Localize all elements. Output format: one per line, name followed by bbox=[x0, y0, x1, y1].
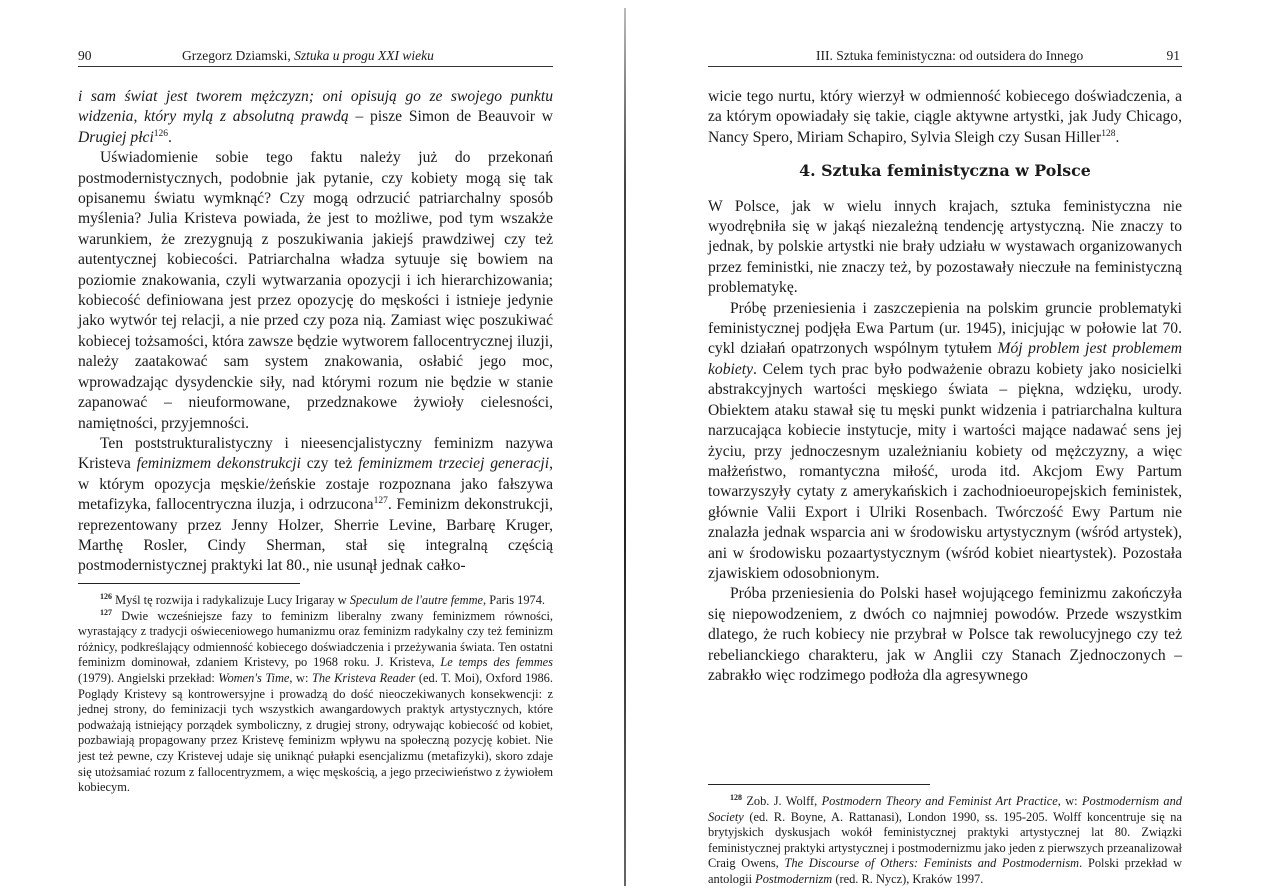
book-title: Postmodernism and Society bbox=[708, 794, 1182, 824]
running-head-left bbox=[78, 46, 553, 67]
footnotes-right bbox=[708, 794, 1182, 888]
text-run: Myśl tę rozwija i radykalizuje Lucy Irigaray w bbox=[112, 593, 350, 607]
text-run: , w którym opozycja męskie/żeńskie zostaje rozpoznana jako fałszywa metafizyka, fallocentryczna iluzja, i odrzucona bbox=[78, 455, 553, 514]
book-title: Le temps des femmes bbox=[440, 655, 553, 670]
right-page bbox=[632, 0, 1262, 894]
right-paragraph-3 bbox=[708, 299, 1182, 585]
book-title-drugiej-plci: Drugiej płci bbox=[78, 128, 154, 146]
right-body-text bbox=[708, 87, 1182, 686]
footnote-ref-128[interactable]: 128 bbox=[1101, 128, 1116, 139]
text-run: . Feminizm dekonstrukcji, reprezentowany przez Jenny Holzer, Sherrie Levine, Barbarę Kruger, Marthę Rosler, Cindy Sherman, stał się integralną częścią postmodernistycznej praktyki lat 80., nie usunął jednak całko- bbox=[78, 496, 553, 575]
right-paragraph-1 bbox=[708, 87, 1182, 148]
text-run: , w: bbox=[1057, 794, 1082, 808]
quote-italic: i sam świat jest tworem mężczyzn; oni opisują go ze swojego punktu widzenia, który mylą z absolutną prawdą bbox=[78, 88, 553, 126]
text-run: , Paris 1974. bbox=[483, 593, 546, 607]
text-run: Dwie wcześniejsze fazy to feminizm liberalny zwany feminizmem równości, wyrastający z tradycji oświeceniowego humanizmu oraz feminizm radykalny czy też feminizm różnicy, podkreślający odmienność kobiecego doświadczenia i przeżywania świata. Ten ostatni feminizm dominował, zdaniem Kristevy, po 1968 roku. J. Kristeva, bbox=[78, 608, 553, 670]
section-heading: 4. Sztuka feministyczna w Polsce bbox=[799, 161, 1091, 181]
book-title: The Discourse of Others: Feminists and Postmodernism bbox=[784, 856, 1080, 871]
text-run: Próbę przeniesienia i zaszczepienia na polskim gruncie problematyki feministycznej podjęła Ewa Partum (ur. 1945), inicjując w połowie lat 70. cykl działań opatrzonych wspólnym tytułem bbox=[708, 299, 1182, 358]
page-number-left: 90 bbox=[78, 48, 92, 63]
text-run: wicie tego nurtu, który wierzył w odmienność kobiecego doświadczenia, a za którym opowiadały się takie, ciągle aktywne artystki, jak Judy Chicago, Nancy Spero, Miriam Schapiro, Sylvia Sleigh czy Susan Hiller bbox=[708, 88, 1182, 146]
running-head-right-text: III. Sztuka feministyczna: od outsidera do Innego bbox=[816, 48, 1084, 63]
period: . bbox=[1115, 128, 1120, 146]
text-run: (1979). Angielski przekład: bbox=[78, 670, 219, 685]
running-head-left-text bbox=[182, 46, 434, 66]
text-run: , w: bbox=[289, 670, 312, 685]
text-run: (ed. T. Moi), Oxford 1986. Poglądy Kristevy są kontrowersyjne i prowadzą do dość nieoczekiwanych konsekwencji: z jednej strony, do feminizacji tych wszystkich awangardowych praktyk artystycznych, które podważają istniejący porządek symboliczny, z drugiej strony, odrywając kobiecość od kobiet, pozbawiają propagowany przez Kristevę feminizm wpływu na społeczną pozycję kobiet. Nie jest też pewne, czy Kristevej udaje się uniknąć pułapki esencjalizmu (metafizyki), skoro zdaje się utożsamiać rozum z fallocentryzmem, a więc męskością, a jego przeciwieństwo z żywiołem kobiecym. bbox=[78, 670, 553, 795]
right-paragraph-4: Próba przeniesienia do Polski haseł wojującego feminizmu zakończyła się niepowodzeniem, z dwóch co najmniej powodów. Przede wszystkim dlatego, że ruch kobiecy nie przybrał w Polsce tak rewolucyjnego czy też rebelianckiego charakteru, jak w Anglii czy Stanach Zjednoczonych – zabrakło więc rodzimego podłoża dla agresywnego bbox=[708, 585, 1182, 684]
left-paragraph-3 bbox=[78, 434, 553, 577]
book-gutter bbox=[624, 8, 626, 886]
footnote-divider-left bbox=[78, 583, 300, 584]
page-number-right: 91 bbox=[1166, 48, 1180, 63]
running-head-author: Grzegorz Dziamski, bbox=[182, 48, 291, 63]
running-head-right bbox=[708, 46, 1182, 67]
text-run: Ten poststrukturalistyczny i nieesencjalistyczny feminizm nazywa Kristeva bbox=[78, 434, 553, 473]
quote-attribution: – pisze Simon de Beauvoir w bbox=[348, 108, 553, 126]
text-run: . Polski przekład w antologii bbox=[708, 856, 1183, 886]
footnote-ref-127[interactable]: 127 bbox=[373, 495, 388, 506]
text-run: . Celem tych prac było podważenie obrazu kobiety jako nosicielki abstrakcyjnych wartości męskiego świata – piękna, wdzięku, urody. Obiektem ataku stawał się tu męski punkt widzenia i patriarchalna kultura narzucająca kobiecie instytucje, mity i wartości mające nadawać sens jej życiu, przy jednoczesnym uzależnianiu kobiety od mężczyzny, a więc małżeństwo, romantyczna miłość, uroda itd. Akcjom Ewy Partum towarzyszyły cytaty z amerykańskich i zachodnioeuropejskich feministek, głównie Valii Export i Ulriki Rosenbach. Twórczość Ewy Partum nie znalazła jednak wsparcia ani w środowisku artystycznym (wśród artystek), ani w środowisku pozaartystycznym (wśród kobiet nieartystek). Pozostała zjawiskiem odosobnionym. bbox=[708, 360, 1182, 582]
footnote-127 bbox=[78, 609, 553, 796]
footnote-number: 128 bbox=[730, 792, 742, 802]
text-run: Zob. J. Wolff, bbox=[742, 794, 822, 808]
period: . bbox=[168, 128, 172, 146]
book-title: Postmodernizm bbox=[755, 871, 833, 886]
right-paragraph-2: W Polsce, jak w wielu innych krajach, sztuka feministyczna nie wyodrębniła się w jakąś niezależną tendencję artystyczną. Nie znaczy to jednak, by polskie artystki nie brały udziału w wystawach organizowanych przez feministki, nie znaczy też, by pozostawały nieczułe na feministyczną problematykę. bbox=[708, 197, 1182, 297]
left-paragraph-2: Uświadomienie sobie tego faktu należy już do przekonań postmodernistycznych, podobnie jak pytanie, czy kobiety mogą się tak opisanemu światu wymknąć? Czy mogą odrzucić patriarchalny sposób myślenia? Julia Kristeva powiada, że jest to możliwe, pod tym wszakże warunkiem, że zrezygnują z poszukiwania jakiejś prawdziwej czy też autentycznej kobiecości. Patriarchalna władza sytuuje się bowiem na poziomie znakowania, czyli wytwarzania opozycji i ich hierarchizowania; kobiecość definiowana jest przez opozycję do męskości i istnieje jedynie jako wytwór tej relacji, a nie przed czy poza nią. Zamiast więc poszukiwać kobiecej tożsamości, która zawsze będzie wytworem fallocentrycznej iluzji, należy zaatakować sam system znakowania, osłabić jego moc, wprowadzając dysydenckie siły, nad którymi rozum nie będzie w stanie zapanować – nieuformowane, przedznakowe żywioły cielesności, namiętności, przyjemności. bbox=[78, 149, 553, 432]
work-title-moj-problem: Mój problem jest problemem kobiety bbox=[708, 340, 1182, 378]
footnotes-left bbox=[78, 593, 553, 796]
footnote-number: 127 bbox=[100, 607, 112, 617]
book-title: Speculum de l'autre femme bbox=[349, 593, 484, 607]
book-title: The Kristeva Reader bbox=[311, 670, 416, 685]
book-title: Women's Time bbox=[218, 670, 290, 685]
term-feminizm-trzeciej-generacji: feminizmem trzeciej generacji bbox=[358, 455, 550, 473]
text-run: (ed. R. Boyne, A. Rattanasi), London 1990, ss. 195-205. Wolff koncentruje się na brytyjskich dyskusjach wokół feministycznej praktyki artystycznej lat 80. Związki feministycznej praktyki artystycznej i postmodernizmu jako jeden z pierwszych przeanalizował Craig Owens, bbox=[708, 809, 1182, 871]
footnote-126 bbox=[78, 593, 553, 609]
footnote-ref-126[interactable]: 126 bbox=[153, 128, 169, 139]
left-body-text bbox=[78, 87, 553, 577]
text-run: (red. R. Nycz), Kraków 1997. bbox=[832, 871, 984, 886]
book-title: Postmodern Theory and Feminist Art Practice bbox=[821, 794, 1058, 808]
left-page bbox=[0, 0, 620, 894]
footnote-number: 126 bbox=[100, 591, 112, 601]
text-run: czy też bbox=[300, 455, 359, 473]
term-feminizm-dekonstrukcji: feminizmem dekonstrukcji bbox=[136, 455, 301, 473]
left-paragraph-1 bbox=[78, 87, 553, 148]
footnote-128 bbox=[708, 794, 1182, 888]
running-head-book-title: Sztuka u progu XXI wieku bbox=[294, 48, 434, 63]
footnote-divider-right bbox=[708, 784, 930, 785]
